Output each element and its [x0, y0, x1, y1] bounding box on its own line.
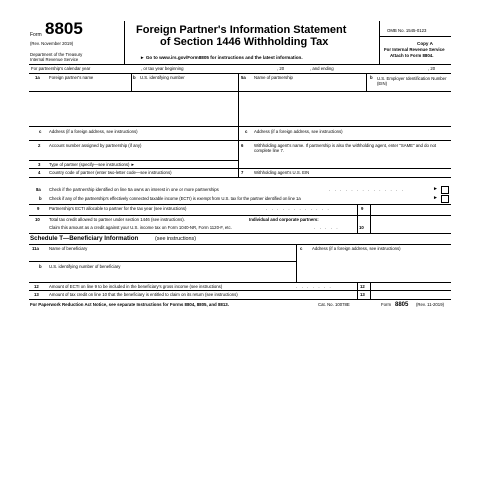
footer-rev: (Rev. 11-2019) — [416, 302, 445, 307]
line-12-number: 12 — [34, 284, 39, 289]
line-5a-label: Name of partnership — [254, 75, 293, 80]
line-10-text-b: Individual and corporate partners: — [249, 217, 319, 222]
line-11a-number: 11a — [32, 246, 39, 251]
line-8b-number: b — [39, 196, 42, 201]
withholding-agent-ein-field[interactable] — [350, 169, 450, 176]
line-4-number: 4 — [38, 170, 41, 175]
line-1b-label: U.S. identifying number — [140, 75, 185, 80]
partner-type-field[interactable] — [170, 161, 237, 167]
footer-form-number: 8805 — [395, 302, 409, 308]
beneficiary-address-field[interactable] — [297, 253, 450, 281]
footer-form-word: Form — [381, 302, 392, 307]
line-1b-number: b — [133, 75, 136, 80]
copy-label: Copy A — [417, 41, 433, 46]
header-divider-left — [124, 21, 125, 64]
header-divider-right — [379, 21, 380, 64]
line-8b-checkbox[interactable] — [441, 195, 449, 203]
line-2-label: Account number assigned by partnership (if any) — [49, 143, 142, 148]
line-11c-label: Address (if a foreign address, see instructions) — [312, 246, 401, 251]
go-to-text: Go to www.irs.gov/Form8805 for instructions and the latest information. — [145, 55, 303, 60]
line-6-number: 6 — [241, 143, 244, 148]
line-9-box-label: 9 — [361, 206, 364, 211]
line-12-label: Amount of ECTI on line 9 to be included in the beneficiary's gross income (see instructions) — [49, 284, 223, 289]
form-number: 8805 — [45, 19, 83, 38]
line-8a-label: Check if the partnership identified on line 5a owns an interest in one or more partnerships — [49, 187, 219, 192]
row-4-bottom-rule — [29, 177, 451, 178]
paperwork-notice: For Paperwork Reduction Act Notice, see separate Instructions for Forms 8804, 8805, and 8813. — [30, 302, 229, 307]
schedule-t-top-rule — [29, 233, 451, 234]
line-6-label: Withholding agent's name. If partnership is also the withholding agent, enter "SAME" and do not complete line 7. — [254, 143, 437, 154]
line-8a-leader: . . . . . . . . . . . . . . — [329, 187, 405, 192]
line-8b-label: Check if any of the partnership's effectively connected taxable income (ECTI) is exempt from U.S. tax for the partner identified on line 1a — [49, 196, 301, 201]
line-3-label: Type of partner (specify—see instructions) ► — [49, 162, 135, 167]
line-10-amount[interactable] — [371, 216, 451, 232]
row-11b-rule — [29, 261, 296, 262]
partnership-name-field[interactable] — [239, 82, 365, 90]
line-13-label: Amount of tax credit on line 10 that the beneficiary is entitled to claim on its return (see instructions) — [49, 292, 238, 297]
line-8a-arrow: ► — [433, 186, 438, 192]
line-11b-label: U.S. identifying number of beneficiary — [49, 264, 121, 269]
account-number-field[interactable] — [30, 150, 237, 159]
tax-year-beginning-field[interactable] — [200, 66, 275, 72]
line-9-amount[interactable] — [371, 205, 451, 214]
foreign-partner-name-field[interactable] — [30, 82, 130, 90]
department: Department of the Treasury — [30, 52, 83, 57]
line-11c-number: c — [300, 246, 303, 251]
form-revision: (Rev. November 2019) — [30, 41, 74, 46]
line-4-label: Country code of partner (enter two-letter code—see instructions) — [49, 170, 172, 175]
line-7-number: 7 — [241, 170, 244, 175]
partner-us-id-field[interactable] — [132, 82, 237, 90]
schedule-t-note: (see instructions) — [155, 235, 197, 242]
line-3-number: 3 — [38, 162, 41, 167]
line-13-number: 13 — [34, 292, 39, 297]
partnership-address-field[interactable] — [239, 92, 450, 125]
partner-address-field[interactable] — [30, 92, 237, 125]
line-5c-label: Address (if a foreign address, see instructions) — [254, 129, 343, 134]
omb-number: OMB No. 1545-0123 — [387, 28, 427, 33]
line-9-box-left — [357, 204, 358, 215]
line-1c-label: Address (if a foreign address, see instructions) — [49, 129, 138, 134]
tax-year-calendar: For partnership's calendar year — [31, 66, 91, 71]
omb-divider — [379, 36, 451, 37]
line-5b-number: b — [370, 75, 373, 80]
partnership-ein-field[interactable] — [367, 84, 450, 90]
line-11b-number: b — [39, 264, 42, 269]
tax-year-ending: , and ending — [310, 66, 334, 71]
line-9-leader: . . . . . . . . . . . . — [266, 206, 331, 211]
schedule-t-rule — [29, 244, 451, 245]
attach-label: Attach to Form 8804. — [390, 53, 434, 58]
cat-number: Cat. No. 10078E — [318, 302, 350, 307]
line-10-box-left — [357, 215, 358, 233]
line-9-number: 9 — [37, 206, 40, 211]
line-12-box-label: 12 — [360, 284, 365, 289]
line-5c-number: c — [245, 129, 248, 134]
line-8a-number: 8a — [36, 187, 41, 192]
tax-year-rule — [29, 73, 451, 74]
footer-rule — [29, 299, 451, 300]
line-11a-label: Name of beneficiary — [49, 246, 88, 251]
schedule-t-title: Schedule T—Beneficiary Information — [30, 235, 139, 242]
tax-year-ending-field[interactable] — [355, 66, 425, 72]
line-5b-label: U.S. Employer Identification Number (EIN) — [377, 76, 447, 87]
line-12-leader: . . . . . . . — [296, 284, 333, 289]
form-word: Form — [30, 32, 42, 38]
line-10-box-label: 10 — [359, 225, 364, 230]
copy-for: For Internal Revenue Service — [384, 47, 445, 52]
form-title-line1: Foreign Partner's Information Statement — [136, 24, 347, 36]
line-10-number: 10 — [35, 217, 40, 222]
line-8b-arrow: ► — [433, 195, 438, 201]
line-1a-label: Foreign partner's name — [49, 75, 94, 80]
beneficiary-name-field[interactable] — [30, 253, 295, 260]
tax-year-20b: , 20 — [428, 66, 436, 71]
row-2-rule — [29, 140, 451, 141]
line-2-number: 2 — [38, 143, 41, 148]
line-10-text-c: Claim this amount as a credit against your U.S. income tax on Form 1040-NR, Form 1120-F, etc. — [49, 225, 232, 230]
country-code-field[interactable] — [200, 169, 237, 176]
line-9-label: Partnership's ECTI allocable to partner for the tax year (see instructions) — [49, 206, 187, 211]
header-rule — [29, 64, 451, 65]
line-10-text-a: Total tax credit allowed to partner under section 1446 (see instructions). — [49, 217, 185, 222]
line-13-box-label: 13 — [360, 292, 365, 297]
line-12-amount[interactable] — [371, 283, 451, 290]
line-1c-number: c — [39, 129, 42, 134]
beneficiary-us-id-field[interactable] — [30, 271, 295, 281]
line-7-label: Withholding agent's U.S. EIN — [254, 170, 310, 175]
go-to-instructions: ► Go to www.irs.gov/Form8805 for instructions and the latest information. — [140, 55, 303, 60]
row-c-rule — [29, 126, 451, 127]
service: Internal Revenue Service — [30, 57, 79, 62]
line-13-amount[interactable] — [371, 291, 451, 298]
line-8a-checkbox[interactable] — [441, 186, 449, 194]
line-5a-number: 5a — [241, 75, 246, 80]
line-1a-number: 1a — [35, 75, 40, 80]
tax-year-20a: , 20 — [277, 66, 285, 71]
tax-year-beginning: , or tax year beginning — [141, 66, 184, 71]
line-10-leader: . . . . . — [314, 225, 340, 230]
withholding-agent-name-field[interactable] — [239, 157, 450, 167]
form-title-line2: of Section 1446 Withholding Tax — [160, 36, 329, 48]
